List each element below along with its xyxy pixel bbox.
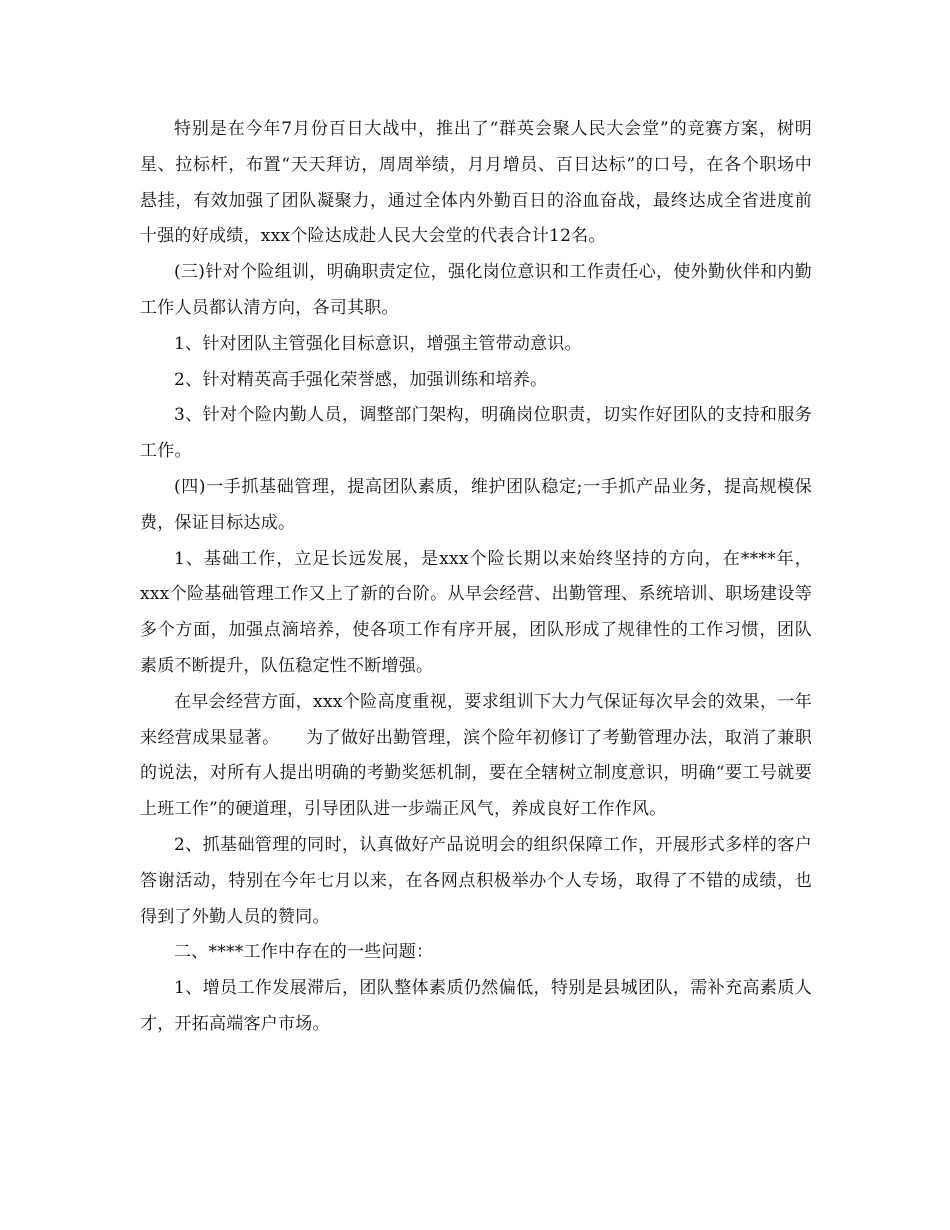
paragraph-problem-1-recruitment: 1、增员工作发展滞后，团队整体素质仍然偏低，特别是县城团队，需补充高素质人才，开拓高端客户市场。 bbox=[140, 978, 812, 1034]
paragraph-item-2-elite-staff: 2、针对精英高手强化荣誉感，加强训练和培养。 bbox=[174, 369, 548, 390]
paragraph-item-1-team-supervisors: 1、针对团队主管强化目标意识，增强主管带动意识。 bbox=[174, 333, 582, 354]
paragraph-section-three-heading: (三)针对个险组训，明确职责定位，强化岗位意识和工作责任心，使外勤伙伴和内勤工作人员都认清方向，各司其职。 bbox=[140, 262, 812, 318]
paragraph-problems-heading: 二、****工作中存在的一些问题： bbox=[174, 942, 434, 963]
document-body bbox=[140, 112, 812, 1043]
paragraph-section-four-heading: (四)一手抓基础管理，提高团队素质，维护团队稳定;一手抓产品业务，提高规模保费，保证目标达成。 bbox=[140, 476, 812, 533]
paragraph-hundred-day-campaign: 特别是在今年7月份百日大战中，推出了“群英会聚人民大会堂”的竞赛方案，树明星、拉标杆，布置“天天拜访，周周举绩，月月增员、百日达标”的口号，在各个职场中悬挂，有效加强了团队凝聚力，通过全体内外勤百日的浴血奋战，最终达成全省进度前十强的好成绩，xxx个险达成赴人民大会堂的代表合计12名。 bbox=[140, 119, 812, 247]
paragraph-item-3-internal-staff: 3、针对个险内勤人员，调整部门架构，明确岗位职责，切实作好团队的支持和服务工作。 bbox=[140, 405, 812, 462]
paragraph-basic-work: 1、基础工作，立足长远发展，是xxx个险长期以来始终坚持的方向，在****年，xxx个险基础管理工作又上了新的台阶。从早会经营、出勤管理、系统培训、职场建设等多个方面，加强点滴培养，使各项工作有序开展，团队形成了规律性的工作习惯，团队素质不断提升，队伍稳定性不断增强。 bbox=[140, 548, 812, 676]
paragraph-morning-meeting: 在早会经营方面，xxx个险高度重视，要求组训下大力气保证每次早会的效果，一年来经营成果显著。 为了做好出勤管理，滨个险年初修订了考勤管理办法，取消了兼职的说法，对所有人提出明确的考勤奖惩机制，要在全辖树立制度意识，明确“要工号就要上班工作”的硬道理，引导团队进一步端正风气，养成良好工作作风。 bbox=[140, 691, 812, 820]
paragraph-product-seminars: 2、抓基础管理的同时，认真做好产品说明会的组织保障工作，开展形式多样的客户答谢活动，特别在今年七月以来，在各网点积极举办个人专场，取得了不错的成绩，也得到了外勤人员的赞同。 bbox=[140, 834, 812, 927]
